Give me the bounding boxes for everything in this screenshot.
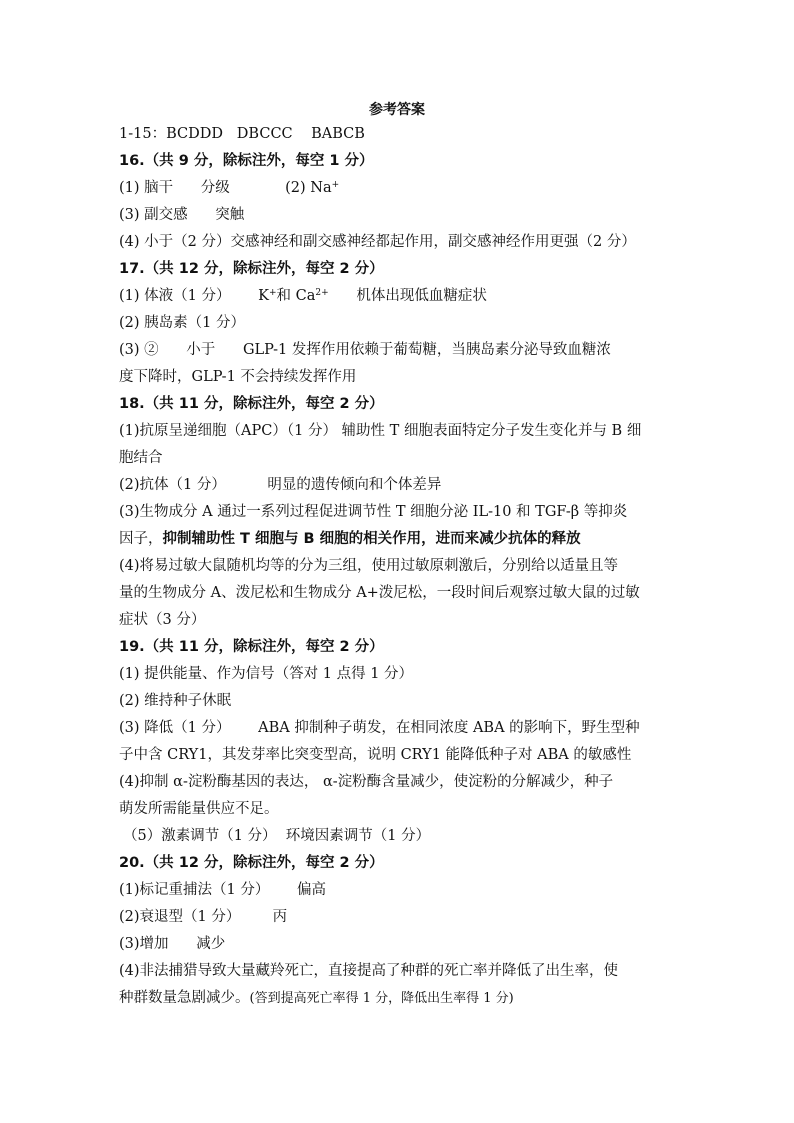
q19-line-7: （5）激素调节（1 分） 环境因素调节（1 分） xyxy=(123,828,431,844)
q20-line-3: (3)增加 减少 xyxy=(119,936,226,952)
q20-line-5: 种群数量急剧减少。(答到提高死亡率得 1 分，降低出生率得 1 分) xyxy=(119,990,514,1006)
q18-line-3: (2)抗体（1 分） 明显的遗传倾向和个体差异 xyxy=(119,477,442,493)
q19-header: 19.（共 11 分，除标注外，每空 2 分） xyxy=(119,639,384,655)
choice-answers: 1-15：BCDDD DBCCC BABCB xyxy=(119,126,365,142)
q20-line-4: (4)非法捕猎导致大量藏羚死亡，直接提高了种群的死亡率并降低了出生率，使 xyxy=(119,963,619,979)
q18-line-7: 量的生物成分 A、泼尼松和生物成分 A+泼尼松，一段时间后观察过敏大鼠的过敏 xyxy=(119,585,640,601)
q20-line-2: (2)衰退型（1 分） 丙 xyxy=(119,909,288,925)
q17-line-2: (2) 胰岛素（1 分） xyxy=(119,315,245,331)
q18-line-5: 因子，抑制辅助性 T 细胞与 B 细胞的相关作用，进而来减少抗体的释放 xyxy=(119,531,581,547)
q16-line-3: (4) 小于（2 分）交感神经和副交感神经都起作用，副交感神经作用更强（2 分） xyxy=(119,234,636,250)
q19-line-5: (4)抑制 α-淀粉酶基因的表达， α-淀粉酶含量减少，使淀粉的分解减少，种子 xyxy=(119,774,614,790)
q19-line-6: 萌发所需能量供应不足。 xyxy=(119,801,279,817)
q19-line-1: (1) 提供能量、作为信号（答对 1 点得 1 分） xyxy=(119,666,414,682)
q19-line-3: (3) 降低（1 分） ABA 抑制种子萌发，在相同浓度 ABA 的影响下，野生型种 xyxy=(119,720,640,736)
q18-line-4: (3)生物成分 A 通过一系列过程促进调节性 T 细胞分泌 IL-10 和 TGF-β 等抑炎 xyxy=(119,504,628,520)
q18-line-1: (1)抗原呈递细胞（APC）（1 分） 辅助性 T 细胞表面特定分子发生变化并与 B 细 xyxy=(119,423,642,439)
q16-line-1: (1) 脑干 分级 (2) Na+ xyxy=(119,180,340,196)
q17-line-3: (3) ② 小于 GLP-1 发挥作用依赖于葡萄糖，当胰岛素分泌导致血糖浓 xyxy=(119,342,611,358)
page-title: 参考答案 xyxy=(369,102,425,118)
q17-line-4: 度下降时，GLP-1 不会持续发挥作用 xyxy=(119,369,357,385)
q20-line-1: (1)标记重捕法（1 分） 偏高 xyxy=(119,882,327,898)
q17-line-1: (1) 体液（1 分） K+和 $Ca^{2+}$ 机体出现低血糖症状 xyxy=(119,288,487,304)
q19-line-2: (2) 维持种子休眠 xyxy=(119,693,232,709)
q16-line-2: (3) 副交感 突触 xyxy=(119,207,245,223)
q18-line-2: 胞结合 xyxy=(119,450,163,466)
q18-line-8: 症状（3 分） xyxy=(119,612,206,628)
q18-line-6: (4)将易过敏大鼠随机均等的分为三组，使用过敏原刺激后，分别给以适量且等 xyxy=(119,558,619,574)
q17-header: 17.（共 12 分，除标注外，每空 2 分） xyxy=(119,261,384,277)
q19-line-4: 子中含 CRY1，其发芽率比突变型高，说明 CRY1 能降低种子对 ABA 的敏感性 xyxy=(119,747,632,763)
q16-header: 16.（共 9 分，除标注外，每空 1 分） xyxy=(119,153,374,169)
q18-header: 18.（共 11 分，除标注外，每空 2 分） xyxy=(119,396,384,412)
q20-header: 20.（共 12 分，除标注外，每空 2 分） xyxy=(119,855,384,871)
